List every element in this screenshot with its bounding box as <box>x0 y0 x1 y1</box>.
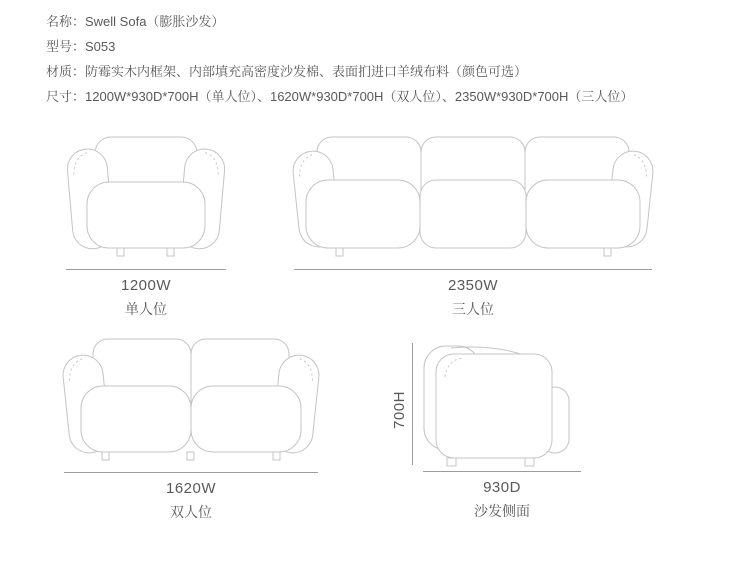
three-sofa-drawing <box>294 135 652 261</box>
seat-cushion-outline <box>87 182 205 248</box>
product-model-line: 型号：S053 <box>46 39 116 54</box>
figure-three-seat <box>294 135 652 319</box>
height-dimension-label: 700H <box>391 391 408 429</box>
figure-single-seat <box>66 135 226 319</box>
single-sofa-drawing <box>66 135 226 261</box>
side-view-drawing <box>423 345 581 467</box>
product-name-line: 名称：Swell Sofa（膨胀沙发） <box>46 14 225 29</box>
product-material-line: 材质：防霉实木内框架、内部填充高密度沙发棉、表面扪进口羊绒布料（颜色可选） <box>46 64 528 79</box>
sofa-leg <box>167 248 174 256</box>
width-dimension-label: 1200W <box>120 277 172 294</box>
seat-cushion-outline <box>526 180 640 248</box>
height-dimension-line <box>412 343 413 465</box>
seat-type-label: 单人位 <box>125 301 167 317</box>
width-dimension-line <box>64 472 318 473</box>
depth-dimension-line <box>423 471 581 472</box>
arm-side-outline <box>436 354 552 458</box>
seat-cushion-outline <box>81 386 191 452</box>
sofa-leg <box>447 458 456 466</box>
seat-type-label: 双人位 <box>170 504 212 520</box>
sofa-leg <box>102 452 109 460</box>
sofa-leg <box>273 452 280 460</box>
width-dimension-label: 1620W <box>165 480 217 497</box>
product-info-header <box>46 9 633 109</box>
sofa-leg <box>525 458 534 466</box>
figure-side-view <box>388 340 584 521</box>
product-size-line: 尺寸：1200W*930D*700H（单人位）、1620W*930D*700H（双人位）、2350W*930D*700H（三人位） <box>46 89 634 104</box>
seat-type-label: 三人位 <box>452 301 494 317</box>
sofa-leg <box>604 248 611 256</box>
depth-dimension-label: 930D <box>483 479 521 496</box>
seat-cushion-outline <box>306 180 420 248</box>
seat-cushion-outline <box>420 180 526 248</box>
seat-cushion-outline <box>191 386 301 452</box>
double-sofa-drawing <box>64 337 318 465</box>
sofa-leg <box>336 248 343 256</box>
figure-two-seat <box>64 337 318 522</box>
sofa-leg <box>187 452 194 460</box>
width-dimension-line <box>294 269 652 270</box>
width-dimension-label: 2350W <box>447 277 499 294</box>
sofa-leg <box>117 248 124 256</box>
view-type-label: 沙发侧面 <box>474 503 530 519</box>
width-dimension-line <box>66 269 226 270</box>
